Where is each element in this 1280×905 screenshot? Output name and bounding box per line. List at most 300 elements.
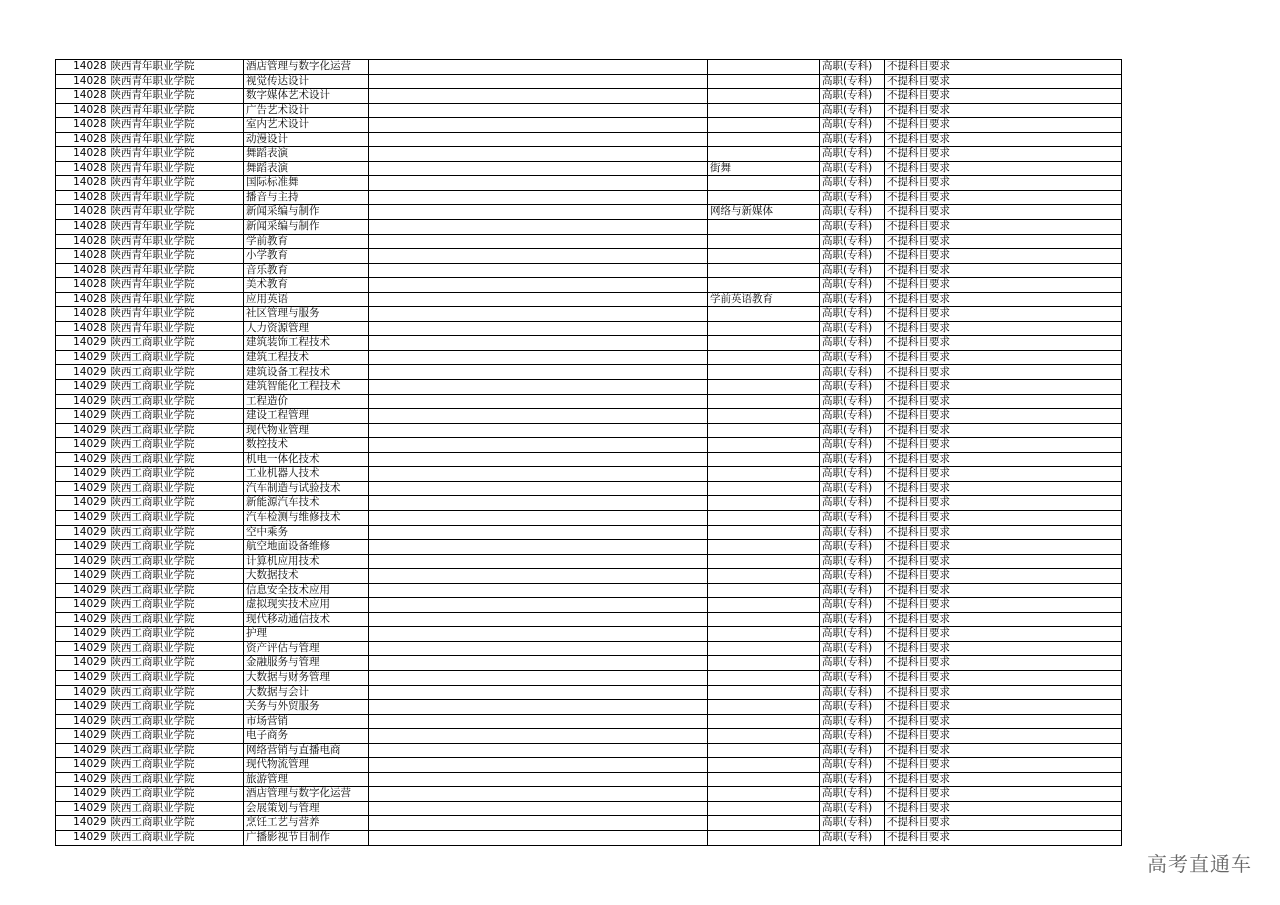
major-cell: 国际标准舞 xyxy=(244,176,369,191)
level-cell: 高职(专科) xyxy=(820,481,885,496)
school-code-cell: 14029 xyxy=(56,569,109,584)
school-name-cell: 陕西青年职业学院 xyxy=(109,263,244,278)
direction-cell xyxy=(708,801,820,816)
blank-cell xyxy=(369,118,708,133)
direction-cell xyxy=(708,321,820,336)
school-code-cell: 14029 xyxy=(56,670,109,685)
blank-cell xyxy=(369,743,708,758)
level-cell: 高职(专科) xyxy=(820,74,885,89)
direction-cell xyxy=(708,176,820,191)
subject-requirement-cell: 不提科目要求 xyxy=(885,234,1122,249)
level-cell: 高职(专科) xyxy=(820,176,885,191)
subject-requirement-cell: 不提科目要求 xyxy=(885,190,1122,205)
blank-cell xyxy=(369,409,708,424)
school-name-cell: 陕西工商职业学院 xyxy=(109,423,244,438)
school-name-cell: 陕西工商职业学院 xyxy=(109,700,244,715)
direction-cell xyxy=(708,147,820,162)
blank-cell xyxy=(369,700,708,715)
table-row xyxy=(56,510,1122,525)
table-row xyxy=(56,743,1122,758)
school-name-cell: 陕西工商职业学院 xyxy=(109,816,244,831)
major-cell: 舞蹈表演 xyxy=(244,147,369,162)
major-cell: 大数据与财务管理 xyxy=(244,670,369,685)
school-name-cell: 陕西工商职业学院 xyxy=(109,729,244,744)
school-code-cell: 14029 xyxy=(56,467,109,482)
school-name-cell: 陕西工商职业学院 xyxy=(109,510,244,525)
table-row xyxy=(56,394,1122,409)
direction-cell xyxy=(708,278,820,293)
blank-cell xyxy=(369,394,708,409)
school-code-cell: 14028 xyxy=(56,205,109,220)
blank-cell xyxy=(369,496,708,511)
school-name-cell: 陕西工商职业学院 xyxy=(109,641,244,656)
direction-cell xyxy=(708,481,820,496)
subject-requirement-cell: 不提科目要求 xyxy=(885,598,1122,613)
blank-cell xyxy=(369,205,708,220)
major-cell: 新能源汽车技术 xyxy=(244,496,369,511)
major-cell: 社区管理与服务 xyxy=(244,307,369,322)
major-cell: 音乐教育 xyxy=(244,263,369,278)
direction-cell xyxy=(708,758,820,773)
table-row xyxy=(56,627,1122,642)
school-code-cell: 14028 xyxy=(56,60,109,75)
subject-requirement-cell: 不提科目要求 xyxy=(885,540,1122,555)
table-row xyxy=(56,147,1122,162)
blank-cell xyxy=(369,234,708,249)
school-code-cell: 14029 xyxy=(56,627,109,642)
watermark: 高考直通车 xyxy=(1147,852,1252,876)
level-cell: 高职(专科) xyxy=(820,772,885,787)
direction-cell xyxy=(708,670,820,685)
school-name-cell: 陕西青年职业学院 xyxy=(109,176,244,191)
level-cell: 高职(专科) xyxy=(820,60,885,75)
direction-cell xyxy=(708,249,820,264)
level-cell: 高职(专科) xyxy=(820,234,885,249)
table-row xyxy=(56,263,1122,278)
direction-cell xyxy=(708,89,820,104)
direction-cell xyxy=(708,787,820,802)
school-name-cell: 陕西工商职业学院 xyxy=(109,685,244,700)
major-cell: 汽车检测与维修技术 xyxy=(244,510,369,525)
major-cell: 航空地面设备维修 xyxy=(244,540,369,555)
subject-requirement-cell: 不提科目要求 xyxy=(885,409,1122,424)
direction-cell: 街舞 xyxy=(708,161,820,176)
subject-requirement-cell: 不提科目要求 xyxy=(885,525,1122,540)
table-row xyxy=(56,830,1122,845)
school-code-cell: 14028 xyxy=(56,132,109,147)
table-row xyxy=(56,234,1122,249)
subject-requirement-cell: 不提科目要求 xyxy=(885,205,1122,220)
major-cell: 建设工程管理 xyxy=(244,409,369,424)
major-cell: 美术教育 xyxy=(244,278,369,293)
level-cell: 高职(专科) xyxy=(820,467,885,482)
direction-cell xyxy=(708,540,820,555)
school-code-cell: 14028 xyxy=(56,292,109,307)
school-code-cell: 14029 xyxy=(56,554,109,569)
major-cell: 烹饪工艺与营养 xyxy=(244,816,369,831)
blank-cell xyxy=(369,510,708,525)
direction-cell: 网络与新媒体 xyxy=(708,205,820,220)
level-cell: 高职(专科) xyxy=(820,612,885,627)
school-name-cell: 陕西工商职业学院 xyxy=(109,598,244,613)
blank-cell xyxy=(369,729,708,744)
level-cell: 高职(专科) xyxy=(820,89,885,104)
school-code-cell: 14029 xyxy=(56,481,109,496)
blank-cell xyxy=(369,103,708,118)
table-row xyxy=(56,670,1122,685)
subject-requirement-cell: 不提科目要求 xyxy=(885,496,1122,511)
direction-cell xyxy=(708,598,820,613)
subject-requirement-cell: 不提科目要求 xyxy=(885,656,1122,671)
school-code-cell: 14028 xyxy=(56,278,109,293)
blank-cell xyxy=(369,60,708,75)
major-cell: 酒店管理与数字化运营 xyxy=(244,787,369,802)
table-row xyxy=(56,74,1122,89)
subject-requirement-cell: 不提科目要求 xyxy=(885,249,1122,264)
major-cell: 现代物流管理 xyxy=(244,758,369,773)
level-cell: 高职(专科) xyxy=(820,641,885,656)
subject-requirement-cell: 不提科目要求 xyxy=(885,641,1122,656)
major-cell: 现代移动通信技术 xyxy=(244,612,369,627)
table-row xyxy=(56,409,1122,424)
school-code-cell: 14028 xyxy=(56,263,109,278)
blank-cell xyxy=(369,147,708,162)
school-code-cell: 14029 xyxy=(56,729,109,744)
subject-requirement-cell: 不提科目要求 xyxy=(885,452,1122,467)
level-cell: 高职(专科) xyxy=(820,161,885,176)
subject-requirement-cell: 不提科目要求 xyxy=(885,394,1122,409)
blank-cell xyxy=(369,161,708,176)
direction-cell xyxy=(708,336,820,351)
level-cell: 高职(专科) xyxy=(820,830,885,845)
subject-requirement-cell: 不提科目要求 xyxy=(885,336,1122,351)
blank-cell xyxy=(369,830,708,845)
subject-requirement-cell: 不提科目要求 xyxy=(885,220,1122,235)
subject-requirement-cell: 不提科目要求 xyxy=(885,700,1122,715)
table-row xyxy=(56,656,1122,671)
direction-cell xyxy=(708,103,820,118)
major-cell: 数字媒体艺术设计 xyxy=(244,89,369,104)
table-row xyxy=(56,758,1122,773)
subject-requirement-cell: 不提科目要求 xyxy=(885,583,1122,598)
school-name-cell: 陕西工商职业学院 xyxy=(109,830,244,845)
level-cell: 高职(专科) xyxy=(820,278,885,293)
subject-requirement-cell: 不提科目要求 xyxy=(885,743,1122,758)
blank-cell xyxy=(369,569,708,584)
table-row xyxy=(56,380,1122,395)
school-name-cell: 陕西工商职业学院 xyxy=(109,365,244,380)
subject-requirement-cell: 不提科目要求 xyxy=(885,481,1122,496)
school-name-cell: 陕西工商职业学院 xyxy=(109,540,244,555)
subject-requirement-cell: 不提科目要求 xyxy=(885,438,1122,453)
table-row xyxy=(56,569,1122,584)
subject-requirement-cell: 不提科目要求 xyxy=(885,801,1122,816)
blank-cell xyxy=(369,612,708,627)
major-cell: 旅游管理 xyxy=(244,772,369,787)
direction-cell xyxy=(708,60,820,75)
major-cell: 计算机应用技术 xyxy=(244,554,369,569)
table-row xyxy=(56,772,1122,787)
blank-cell xyxy=(369,685,708,700)
school-code-cell: 14029 xyxy=(56,540,109,555)
table-row xyxy=(56,540,1122,555)
table-row xyxy=(56,598,1122,613)
direction-cell xyxy=(708,132,820,147)
table-row xyxy=(56,714,1122,729)
subject-requirement-cell: 不提科目要求 xyxy=(885,292,1122,307)
school-name-cell: 陕西工商职业学院 xyxy=(109,525,244,540)
level-cell: 高职(专科) xyxy=(820,554,885,569)
blank-cell xyxy=(369,627,708,642)
blank-cell xyxy=(369,380,708,395)
blank-cell xyxy=(369,74,708,89)
blank-cell xyxy=(369,263,708,278)
major-cell: 人力资源管理 xyxy=(244,321,369,336)
school-name-cell: 陕西工商职业学院 xyxy=(109,772,244,787)
level-cell: 高职(专科) xyxy=(820,380,885,395)
school-code-cell: 14029 xyxy=(56,801,109,816)
subject-requirement-cell: 不提科目要求 xyxy=(885,554,1122,569)
direction-cell xyxy=(708,729,820,744)
blank-cell xyxy=(369,540,708,555)
blank-cell xyxy=(369,365,708,380)
direction-cell xyxy=(708,583,820,598)
table-row xyxy=(56,321,1122,336)
subject-requirement-cell: 不提科目要求 xyxy=(885,380,1122,395)
blank-cell xyxy=(369,670,708,685)
major-cell: 关务与外贸服务 xyxy=(244,700,369,715)
blank-cell xyxy=(369,89,708,104)
school-code-cell: 14029 xyxy=(56,830,109,845)
subject-requirement-cell: 不提科目要求 xyxy=(885,510,1122,525)
major-cell: 建筑智能化工程技术 xyxy=(244,380,369,395)
table-row xyxy=(56,118,1122,133)
level-cell: 高职(专科) xyxy=(820,816,885,831)
table-row xyxy=(56,307,1122,322)
admissions-table xyxy=(55,59,1122,846)
direction-cell xyxy=(708,263,820,278)
school-name-cell: 陕西工商职业学院 xyxy=(109,394,244,409)
level-cell: 高职(专科) xyxy=(820,598,885,613)
major-cell: 建筑装饰工程技术 xyxy=(244,336,369,351)
blank-cell xyxy=(369,787,708,802)
major-cell: 资产评估与管理 xyxy=(244,641,369,656)
level-cell: 高职(专科) xyxy=(820,452,885,467)
level-cell: 高职(专科) xyxy=(820,190,885,205)
level-cell: 高职(专科) xyxy=(820,787,885,802)
blank-cell xyxy=(369,801,708,816)
school-name-cell: 陕西工商职业学院 xyxy=(109,714,244,729)
school-code-cell: 14028 xyxy=(56,89,109,104)
school-name-cell: 陕西青年职业学院 xyxy=(109,190,244,205)
blank-cell xyxy=(369,307,708,322)
direction-cell xyxy=(708,714,820,729)
blank-cell xyxy=(369,656,708,671)
blank-cell xyxy=(369,176,708,191)
subject-requirement-cell: 不提科目要求 xyxy=(885,714,1122,729)
direction-cell xyxy=(708,496,820,511)
table-row xyxy=(56,132,1122,147)
school-code-cell: 14029 xyxy=(56,438,109,453)
direction-cell xyxy=(708,554,820,569)
level-cell: 高职(专科) xyxy=(820,583,885,598)
level-cell: 高职(专科) xyxy=(820,118,885,133)
level-cell: 高职(专科) xyxy=(820,307,885,322)
subject-requirement-cell: 不提科目要求 xyxy=(885,307,1122,322)
subject-requirement-cell: 不提科目要求 xyxy=(885,74,1122,89)
table-row xyxy=(56,583,1122,598)
level-cell: 高职(专科) xyxy=(820,540,885,555)
school-code-cell: 14029 xyxy=(56,758,109,773)
level-cell: 高职(专科) xyxy=(820,758,885,773)
school-name-cell: 陕西工商职业学院 xyxy=(109,670,244,685)
table-row xyxy=(56,525,1122,540)
table-row xyxy=(56,729,1122,744)
subject-requirement-cell: 不提科目要求 xyxy=(885,627,1122,642)
major-cell: 小学教育 xyxy=(244,249,369,264)
school-name-cell: 陕西青年职业学院 xyxy=(109,60,244,75)
table-row xyxy=(56,452,1122,467)
major-cell: 会展策划与管理 xyxy=(244,801,369,816)
school-name-cell: 陕西工商职业学院 xyxy=(109,627,244,642)
major-cell: 动漫设计 xyxy=(244,132,369,147)
school-name-cell: 陕西青年职业学院 xyxy=(109,147,244,162)
subject-requirement-cell: 不提科目要求 xyxy=(885,118,1122,133)
level-cell: 高职(专科) xyxy=(820,220,885,235)
subject-requirement-cell: 不提科目要求 xyxy=(885,816,1122,831)
school-name-cell: 陕西工商职业学院 xyxy=(109,787,244,802)
level-cell: 高职(专科) xyxy=(820,292,885,307)
table-body xyxy=(56,60,1122,846)
school-code-cell: 14028 xyxy=(56,103,109,118)
school-code-cell: 14028 xyxy=(56,307,109,322)
school-name-cell: 陕西工商职业学院 xyxy=(109,438,244,453)
table-row xyxy=(56,787,1122,802)
school-name-cell: 陕西工商职业学院 xyxy=(109,350,244,365)
level-cell: 高职(专科) xyxy=(820,394,885,409)
level-cell: 高职(专科) xyxy=(820,569,885,584)
blank-cell xyxy=(369,583,708,598)
table-row xyxy=(56,365,1122,380)
blank-cell xyxy=(369,772,708,787)
major-cell: 舞蹈表演 xyxy=(244,161,369,176)
level-cell: 高职(专科) xyxy=(820,525,885,540)
major-cell: 汽车制造与试验技术 xyxy=(244,481,369,496)
table-row xyxy=(56,89,1122,104)
table-row xyxy=(56,161,1122,176)
table-row xyxy=(56,278,1122,293)
school-code-cell: 14029 xyxy=(56,816,109,831)
direction-cell xyxy=(708,743,820,758)
major-cell: 工程造价 xyxy=(244,394,369,409)
level-cell: 高职(专科) xyxy=(820,510,885,525)
school-name-cell: 陕西工商职业学院 xyxy=(109,569,244,584)
table-row xyxy=(56,816,1122,831)
school-name-cell: 陕西工商职业学院 xyxy=(109,758,244,773)
subject-requirement-cell: 不提科目要求 xyxy=(885,132,1122,147)
subject-requirement-cell: 不提科目要求 xyxy=(885,263,1122,278)
major-cell: 酒店管理与数字化运营 xyxy=(244,60,369,75)
blank-cell xyxy=(369,554,708,569)
blank-cell xyxy=(369,438,708,453)
school-code-cell: 14028 xyxy=(56,147,109,162)
school-code-cell: 14029 xyxy=(56,583,109,598)
level-cell: 高职(专科) xyxy=(820,263,885,278)
major-cell: 大数据技术 xyxy=(244,569,369,584)
table-row xyxy=(56,60,1122,75)
major-cell: 建筑设备工程技术 xyxy=(244,365,369,380)
level-cell: 高职(专科) xyxy=(820,147,885,162)
school-code-cell: 14029 xyxy=(56,656,109,671)
table-row xyxy=(56,612,1122,627)
school-code-cell: 14028 xyxy=(56,321,109,336)
subject-requirement-cell: 不提科目要求 xyxy=(885,670,1122,685)
direction-cell xyxy=(708,569,820,584)
major-cell: 新闻采编与制作 xyxy=(244,205,369,220)
level-cell: 高职(专科) xyxy=(820,336,885,351)
blank-cell xyxy=(369,641,708,656)
blank-cell xyxy=(369,292,708,307)
school-code-cell: 14029 xyxy=(56,423,109,438)
school-name-cell: 陕西青年职业学院 xyxy=(109,234,244,249)
level-cell: 高职(专科) xyxy=(820,365,885,380)
school-name-cell: 陕西青年职业学院 xyxy=(109,292,244,307)
school-name-cell: 陕西工商职业学院 xyxy=(109,554,244,569)
subject-requirement-cell: 不提科目要求 xyxy=(885,350,1122,365)
school-name-cell: 陕西工商职业学院 xyxy=(109,336,244,351)
direction-cell xyxy=(708,612,820,627)
major-cell: 虚拟现实技术应用 xyxy=(244,598,369,613)
level-cell: 高职(专科) xyxy=(820,205,885,220)
blank-cell xyxy=(369,249,708,264)
level-cell: 高职(专科) xyxy=(820,685,885,700)
major-cell: 电子商务 xyxy=(244,729,369,744)
direction-cell xyxy=(708,816,820,831)
level-cell: 高职(专科) xyxy=(820,496,885,511)
school-code-cell: 14029 xyxy=(56,598,109,613)
school-code-cell: 14029 xyxy=(56,685,109,700)
direction-cell xyxy=(708,685,820,700)
level-cell: 高职(专科) xyxy=(820,132,885,147)
school-name-cell: 陕西青年职业学院 xyxy=(109,74,244,89)
direction-cell xyxy=(708,700,820,715)
direction-cell xyxy=(708,525,820,540)
subject-requirement-cell: 不提科目要求 xyxy=(885,423,1122,438)
blank-cell xyxy=(369,598,708,613)
school-name-cell: 陕西工商职业学院 xyxy=(109,496,244,511)
school-code-cell: 14029 xyxy=(56,510,109,525)
school-name-cell: 陕西青年职业学院 xyxy=(109,220,244,235)
major-cell: 室内艺术设计 xyxy=(244,118,369,133)
school-name-cell: 陕西青年职业学院 xyxy=(109,132,244,147)
table-row xyxy=(56,249,1122,264)
level-cell: 高职(专科) xyxy=(820,801,885,816)
direction-cell xyxy=(708,365,820,380)
school-code-cell: 14029 xyxy=(56,525,109,540)
table-row xyxy=(56,801,1122,816)
level-cell: 高职(专科) xyxy=(820,714,885,729)
subject-requirement-cell: 不提科目要求 xyxy=(885,365,1122,380)
school-code-cell: 14029 xyxy=(56,336,109,351)
direction-cell xyxy=(708,452,820,467)
blank-cell xyxy=(369,467,708,482)
school-code-cell: 14028 xyxy=(56,234,109,249)
table-row xyxy=(56,336,1122,351)
direction-cell xyxy=(708,438,820,453)
table-row xyxy=(56,700,1122,715)
school-name-cell: 陕西青年职业学院 xyxy=(109,161,244,176)
table-row xyxy=(56,467,1122,482)
